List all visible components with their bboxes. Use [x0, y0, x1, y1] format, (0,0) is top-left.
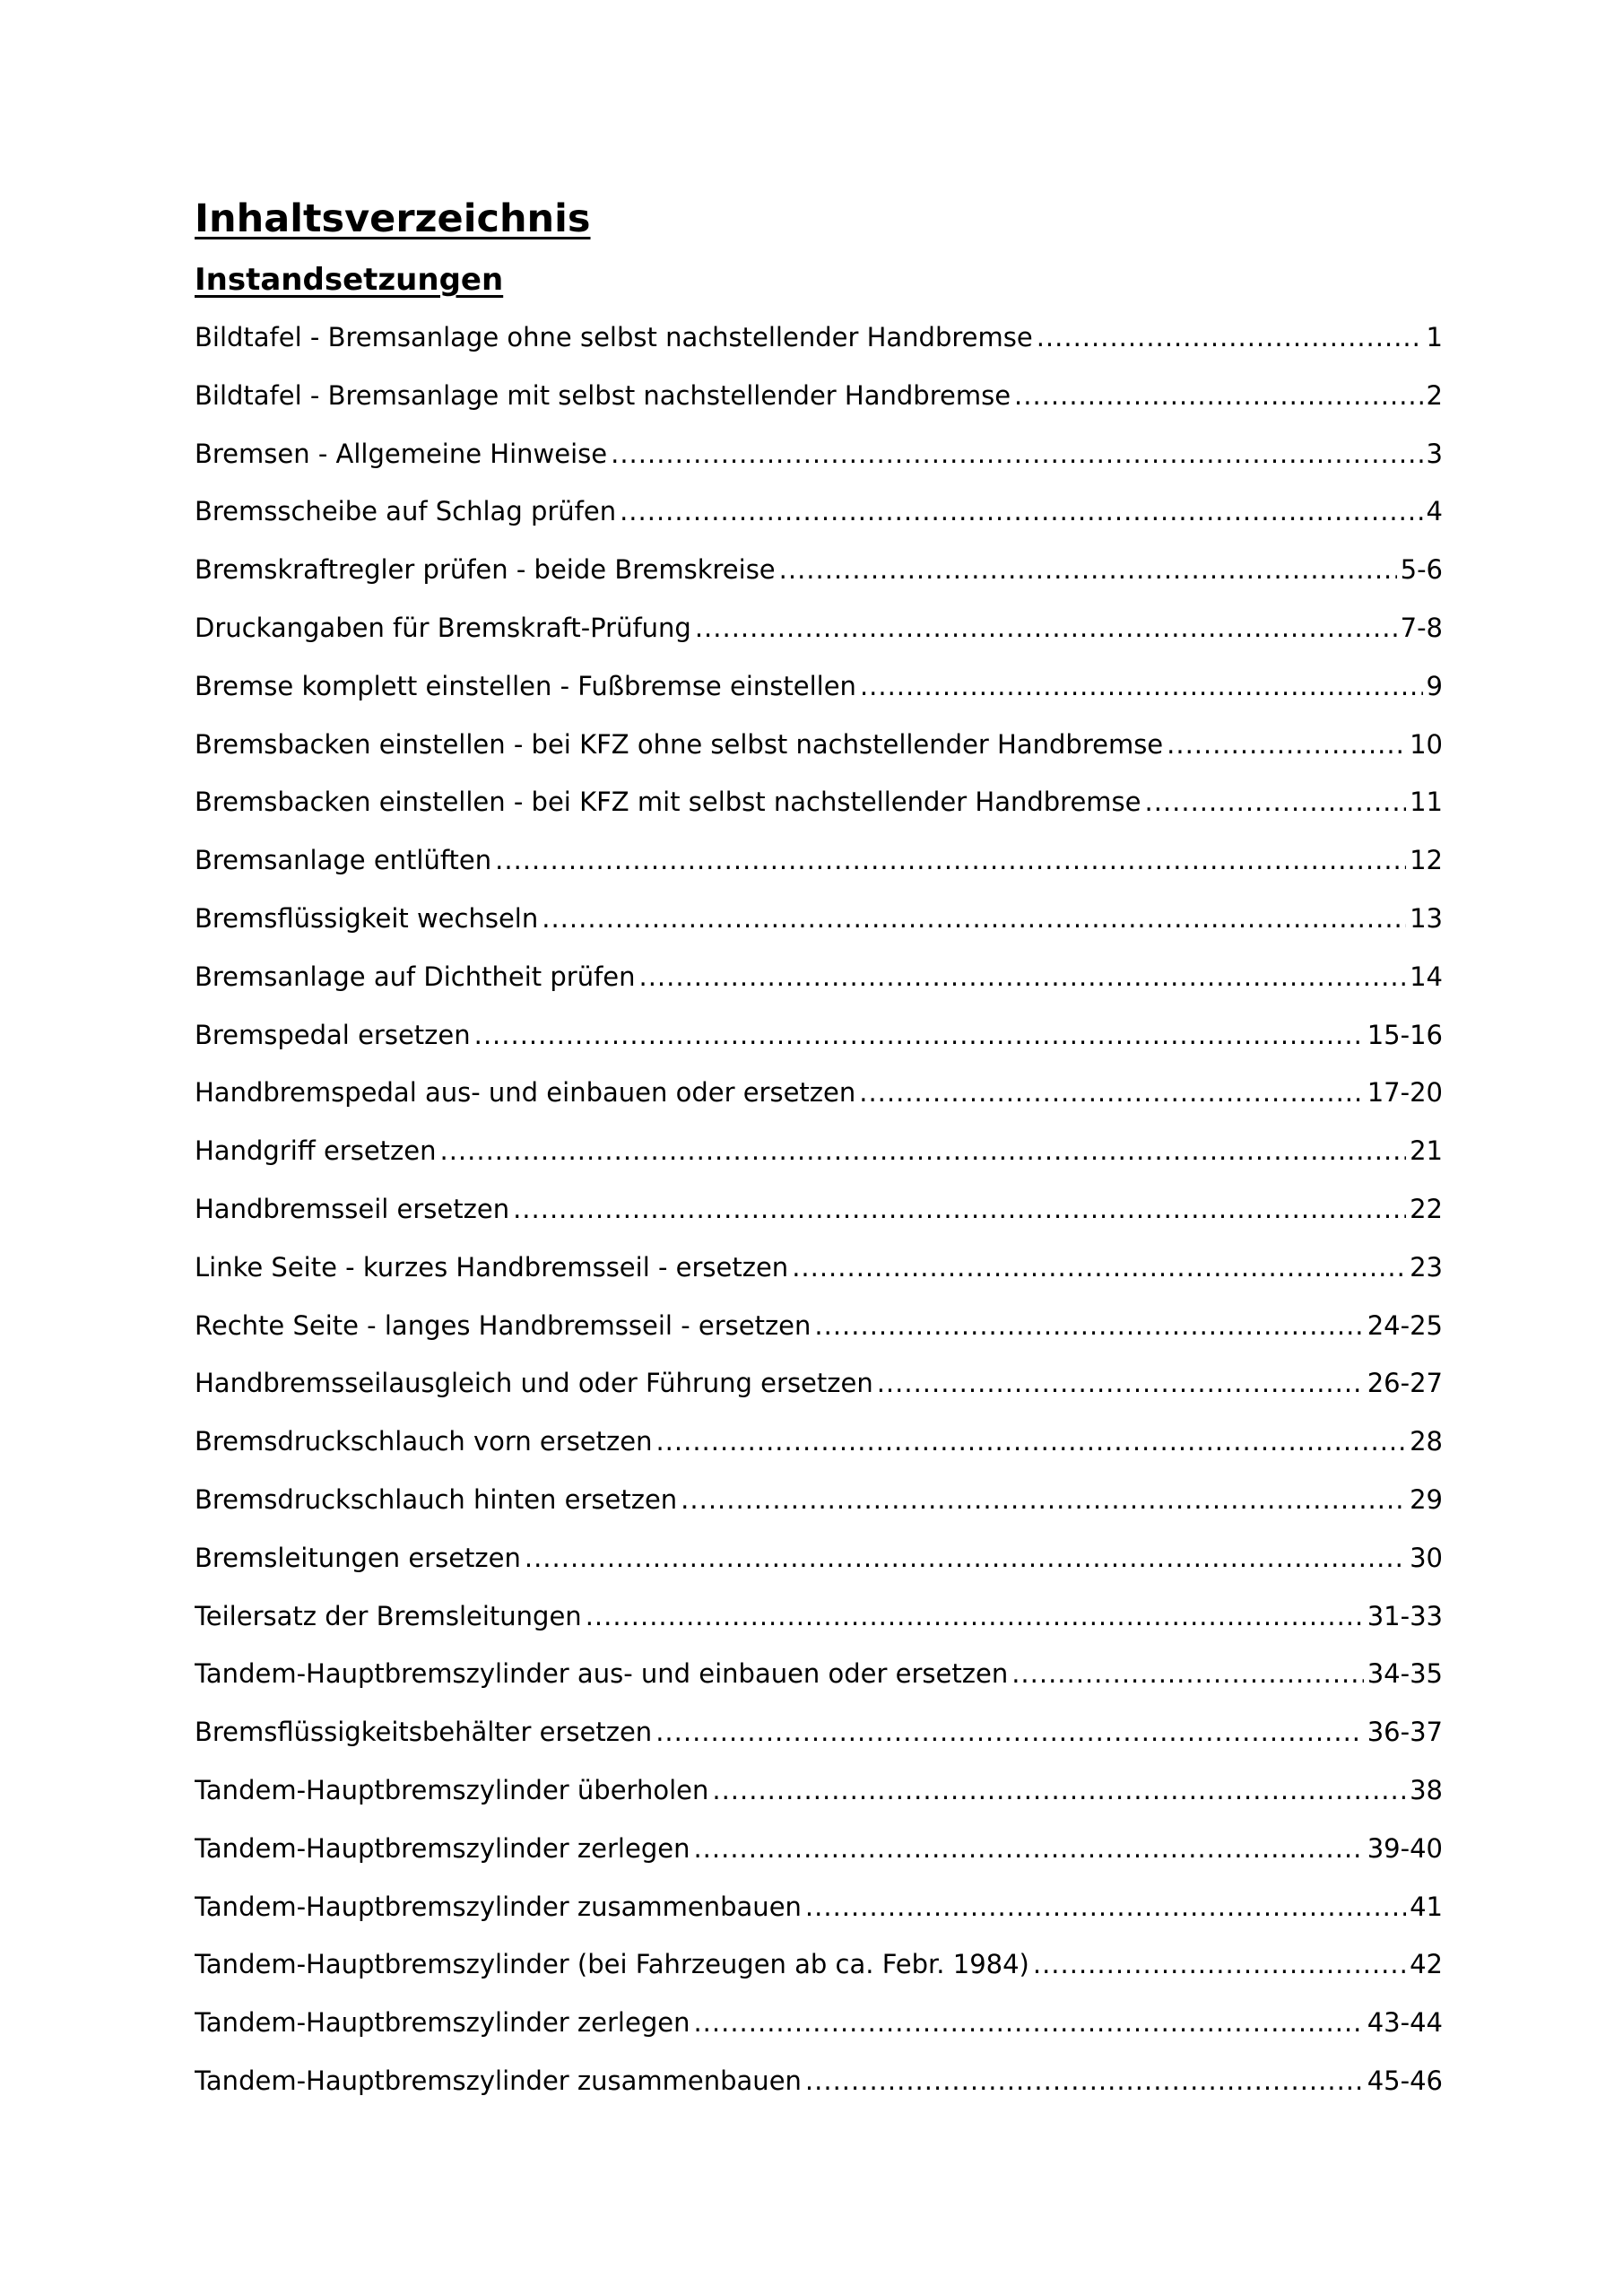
toc-entry[interactable]	[195, 773, 1443, 831]
toc-entry-page: 4	[1426, 496, 1443, 527]
toc-dot-leader	[814, 1297, 1363, 1355]
toc-entry-title: Bremsanlage entlüften	[195, 845, 492, 876]
document-page	[195, 187, 1443, 2110]
toc-entry-page: 2	[1426, 379, 1443, 411]
toc-entry[interactable]	[195, 1064, 1443, 1122]
toc-dot-leader	[474, 1006, 1364, 1065]
toc-entry-page: 31-33	[1367, 1600, 1443, 1631]
toc-entry-page: 1	[1426, 322, 1443, 352]
toc-entry[interactable]	[195, 1587, 1443, 1646]
toc-entry-title: Bremsen - Allgemeine Hinweise	[195, 438, 608, 469]
toc-entry-page: 22	[1410, 1193, 1443, 1224]
toc-entry-title: Bildtafel - Bremsanlage mit selbst nachstellender Handbremse	[195, 379, 1011, 411]
toc-entry-title: Druckangaben für Bremskraft-Prüfung	[195, 612, 691, 643]
toc-entry[interactable]	[195, 831, 1443, 890]
toc-dot-leader	[860, 657, 1423, 716]
page-title: Inhaltsverzeichnis	[195, 196, 591, 241]
toc-entry[interactable]	[195, 309, 1443, 367]
toc-entry-page: 36-37	[1367, 1717, 1443, 1748]
toc-entry-page: 30	[1410, 1542, 1443, 1573]
table-of-contents	[195, 309, 1443, 2110]
toc-entry[interactable]	[195, 483, 1443, 541]
toc-entry-title: Teilersatz der Bremsleitungen	[195, 1600, 582, 1631]
toc-entry-page: 7-8	[1400, 612, 1443, 643]
toc-entry[interactable]	[195, 1935, 1443, 1994]
toc-entry-title: Linke Seite - kurzes Handbremsseil - ersetzen	[195, 1251, 789, 1283]
toc-entry-page: 45-46	[1367, 2065, 1443, 2096]
toc-entry-title: Bremsflüssigkeit wechseln	[195, 902, 539, 934]
toc-entry-title: Bremsdruckschlauch hinten ersetzen	[195, 1483, 678, 1515]
toc-entry[interactable]	[195, 1413, 1443, 1471]
toc-entry-page: 12	[1410, 845, 1443, 876]
toc-dot-leader	[495, 831, 1406, 890]
toc-entry[interactable]	[195, 1878, 1443, 1936]
toc-entry[interactable]	[195, 1703, 1443, 1761]
toc-entry[interactable]	[195, 2052, 1443, 2110]
toc-entry-title: Handgriff ersetzen	[195, 1135, 437, 1167]
toc-dot-leader	[513, 1180, 1406, 1239]
toc-entry-page: 28	[1410, 1426, 1443, 1457]
toc-entry-title: Handbremsseilausgleich und oder Führung ersetzen	[195, 1368, 873, 1399]
toc-entry-title: Tandem-Hauptbremszylinder aus- und einbauen oder ersetzen	[195, 1658, 1009, 1690]
toc-dot-leader	[1014, 367, 1423, 425]
toc-dot-leader	[525, 1529, 1406, 1587]
toc-dot-leader	[655, 1413, 1406, 1471]
toc-dot-leader	[805, 2052, 1364, 2110]
toc-entry-page: 11	[1410, 787, 1443, 818]
toc-entry-title: Tandem-Hauptbremszylinder (bei Fahrzeugen ab ca. Febr. 1984)	[195, 1949, 1029, 1980]
toc-dot-leader	[655, 1703, 1364, 1761]
toc-entry-page: 14	[1410, 961, 1443, 992]
toc-entry-title: Tandem-Hauptbremszylinder zerlegen	[195, 1832, 690, 1864]
toc-entry[interactable]	[195, 948, 1443, 1006]
toc-entry-title: Bremspedal ersetzen	[195, 1019, 471, 1050]
toc-entry[interactable]	[195, 1297, 1443, 1355]
toc-dot-leader	[439, 1122, 1406, 1180]
toc-entry-title: Tandem-Hauptbremszylinder zusammenbauen	[195, 1891, 802, 1922]
toc-entry[interactable]	[195, 1180, 1443, 1239]
toc-dot-leader	[693, 1820, 1363, 1878]
toc-entry-page: 5-6	[1400, 554, 1443, 586]
toc-entry-page: 39-40	[1367, 1832, 1443, 1864]
toc-entry-title: Bremsbacken einstellen - bei KFZ ohne selbst nachstellender Handbremse	[195, 728, 1164, 760]
toc-entry-page: 13	[1410, 902, 1443, 934]
toc-dot-leader	[681, 1471, 1406, 1529]
toc-entry-page: 17-20	[1367, 1077, 1443, 1109]
toc-dot-leader	[1167, 716, 1406, 774]
toc-dot-leader	[639, 948, 1407, 1006]
toc-dot-leader	[695, 599, 1397, 657]
toc-entry-title: Bremsleitungen ersetzen	[195, 1542, 521, 1573]
toc-dot-leader	[693, 1994, 1363, 2052]
toc-entry-title: Tandem-Hauptbremszylinder zerlegen	[195, 2007, 690, 2039]
toc-entry[interactable]	[195, 1820, 1443, 1878]
toc-entry-title: Bremsflüssigkeitsbehälter ersetzen	[195, 1717, 653, 1748]
toc-entry-page: 3	[1426, 438, 1443, 469]
toc-entry[interactable]	[195, 599, 1443, 657]
toc-entry[interactable]	[195, 657, 1443, 716]
toc-entry[interactable]	[195, 1471, 1443, 1529]
toc-entry-page: 23	[1410, 1251, 1443, 1283]
toc-entry-title: Rechte Seite - langes Handbremsseil - ersetzen	[195, 1309, 812, 1341]
toc-entry-page: 15-16	[1367, 1019, 1443, 1050]
toc-entry[interactable]	[195, 367, 1443, 425]
toc-entry[interactable]	[195, 890, 1443, 948]
toc-entry-page: 24-25	[1367, 1309, 1443, 1341]
toc-entry-title: Bremsdruckschlauch vorn ersetzen	[195, 1426, 653, 1457]
toc-entry-page: 42	[1410, 1949, 1443, 1980]
toc-entry-title: Bremse komplett einstellen - Fußbremse einstellen	[195, 670, 856, 701]
toc-entry-title: Tandem-Hauptbremszylinder zusammenbauen	[195, 2065, 802, 2096]
toc-entry[interactable]	[195, 716, 1443, 774]
toc-dot-leader	[1033, 1935, 1406, 1994]
toc-entry[interactable]	[195, 1239, 1443, 1297]
toc-entry-page: 43-44	[1367, 2007, 1443, 2039]
toc-entry-page: 41	[1410, 1891, 1443, 1922]
toc-entry[interactable]	[195, 1529, 1443, 1587]
toc-entry[interactable]	[195, 1994, 1443, 2052]
toc-entry-page: 26-27	[1367, 1368, 1443, 1399]
section-heading: Instandsetzungen	[195, 262, 504, 298]
toc-entry-page: 21	[1410, 1135, 1443, 1167]
toc-entry-title: Handbremspedal aus- und einbauen oder ersetzen	[195, 1077, 856, 1109]
toc-entry-title: Bremsbacken einstellen - bei KFZ mit selbst nachstellender Handbremse	[195, 787, 1141, 818]
toc-entry-page: 38	[1410, 1774, 1443, 1805]
toc-entry-title: Bildtafel - Bremsanlage ohne selbst nachstellender Handbremse	[195, 322, 1033, 352]
toc-entry-title: Bremsscheibe auf Schlag prüfen	[195, 496, 617, 527]
toc-entry-title: Tandem-Hauptbremszylinder überholen	[195, 1774, 709, 1805]
toc-entry-page: 9	[1426, 670, 1443, 701]
toc-dot-leader	[877, 1354, 1364, 1413]
toc-entry[interactable]	[195, 1354, 1443, 1413]
toc-entry[interactable]	[195, 1006, 1443, 1065]
toc-entry-page: 29	[1410, 1483, 1443, 1515]
toc-dot-leader	[712, 1761, 1406, 1820]
toc-entry[interactable]	[195, 425, 1443, 483]
toc-dot-leader	[1037, 309, 1423, 367]
toc-entry-title: Handbremsseil ersetzen	[195, 1193, 510, 1224]
toc-dot-leader	[805, 1878, 1406, 1936]
toc-dot-leader	[611, 425, 1422, 483]
toc-entry-page: 34-35	[1367, 1658, 1443, 1690]
toc-dot-leader	[586, 1587, 1364, 1646]
toc-entry[interactable]	[195, 1645, 1443, 1703]
toc-entry[interactable]	[195, 1761, 1443, 1820]
toc-entry-page: 10	[1410, 728, 1443, 760]
toc-dot-leader	[542, 890, 1406, 948]
toc-dot-leader	[792, 1239, 1406, 1297]
toc-dot-leader	[1144, 773, 1406, 831]
toc-entry[interactable]	[195, 541, 1443, 599]
toc-entry-title: Bremskraftregler prüfen - beide Bremskreise	[195, 554, 776, 586]
toc-dot-leader	[1011, 1645, 1364, 1703]
toc-entry-title: Bremsanlage auf Dichtheit prüfen	[195, 961, 636, 992]
toc-dot-leader	[620, 483, 1422, 541]
toc-dot-leader	[779, 541, 1397, 599]
toc-dot-leader	[859, 1064, 1363, 1122]
toc-entry[interactable]	[195, 1122, 1443, 1180]
